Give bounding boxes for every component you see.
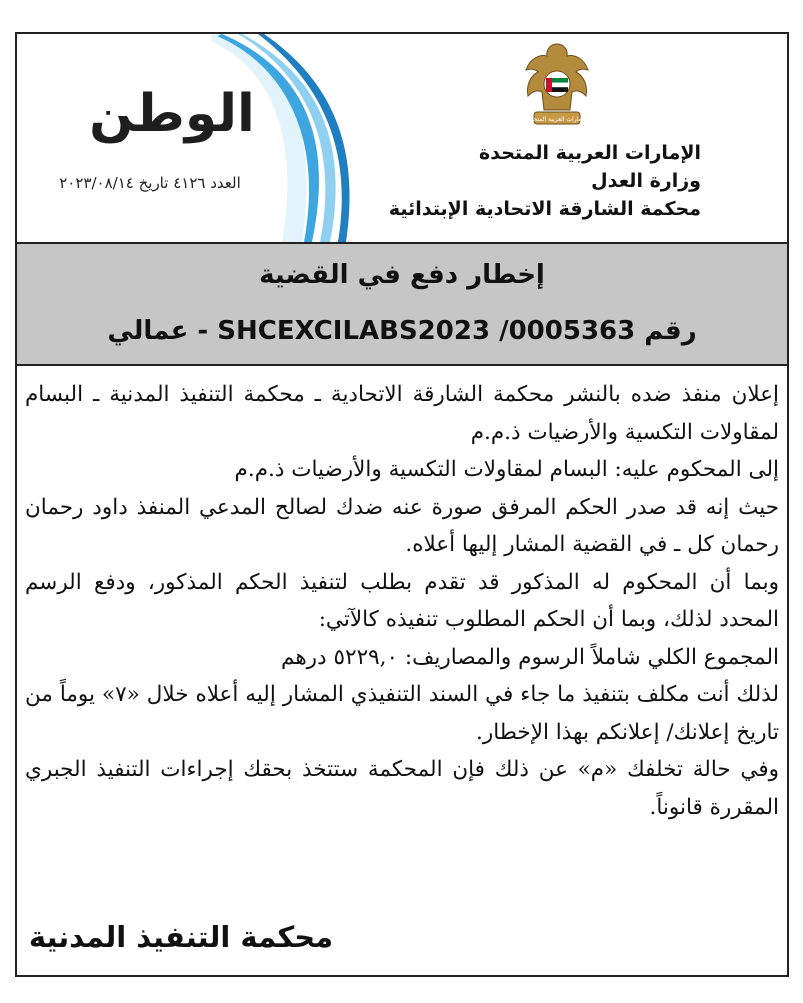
paragraph-obligation: لذلك أنت مكلف بتنفيذ ما جاء في السند التنفيذي المشار إليه أعلاه خلال «٧» يوماً من تاريخ إعلانك/ إعلانكم بهذا الإخطار.	[25, 682, 779, 745]
issuing-court-signature: محكمة التنفيذ المدنية	[28, 920, 334, 954]
gov-line-ministry: وزارة العدل	[591, 170, 701, 192]
emblem-caption: الإمارات العربية المتحدة	[527, 116, 587, 123]
gov-line-court: محكمة الشارقة الاتحادية الإبتدائية	[388, 198, 701, 220]
government-heading	[381, 139, 701, 223]
paragraph-warning: وفي حالة تخلفك «م» عن ذلك فإن المحكمة ستتخذ بحقك إجراءات التنفيذ الجبري المقررة قانوناً.	[25, 757, 779, 820]
paragraph-announcement: إعلان منفذ ضده بالنشر محكمة الشارقة الاتحادية ـ محكمة التنفيذ المدنية ـ البسام لمقاولات التكسية والأرضيات ذ.م.م	[25, 382, 779, 445]
case-number: رقم SHCEXCILABS2023 /0005363 - عمالي	[107, 316, 697, 346]
paragraph-total: المجموع الكلي شاملاً الرسوم والمصاريف: ٥٢٢٩,٠ درهم	[281, 644, 779, 670]
title-band	[17, 242, 787, 366]
issue-line: العدد ٤١٢٦ تاريخ ٢٠٢٣/٠٨/١٤	[59, 174, 241, 192]
notice-title: إخطار دفع في القضية	[259, 260, 545, 290]
newspaper-logo: الوطن	[89, 84, 255, 144]
notice-header	[17, 34, 787, 242]
gov-line-country: الإمارات العربية المتحدة	[479, 142, 701, 164]
uae-emblem-icon	[522, 40, 592, 130]
notice-body	[25, 376, 779, 826]
paragraph-addressee: إلى المحكوم عليه: البسام لمقاولات التكسية والأرضيات ذ.م.م	[234, 457, 779, 482]
paragraph-request: وبما أن المحكوم له المذكور قد تقدم بطلب لتنفيذ الحكم المذكور، ودفع الرسم المحدد لذلك، وبما أن الحكم المطلوب تنفيذه كالآتي:	[25, 569, 779, 632]
paragraph-judgment: حيث إنه قد صدر الحكم المرفق صورة عنه ضدك لصالح المدعي المنفذ داود رحمان رحمان كل ـ في القضية المشار إليها أعلاه.	[25, 494, 779, 557]
notice-frame	[15, 32, 789, 977]
